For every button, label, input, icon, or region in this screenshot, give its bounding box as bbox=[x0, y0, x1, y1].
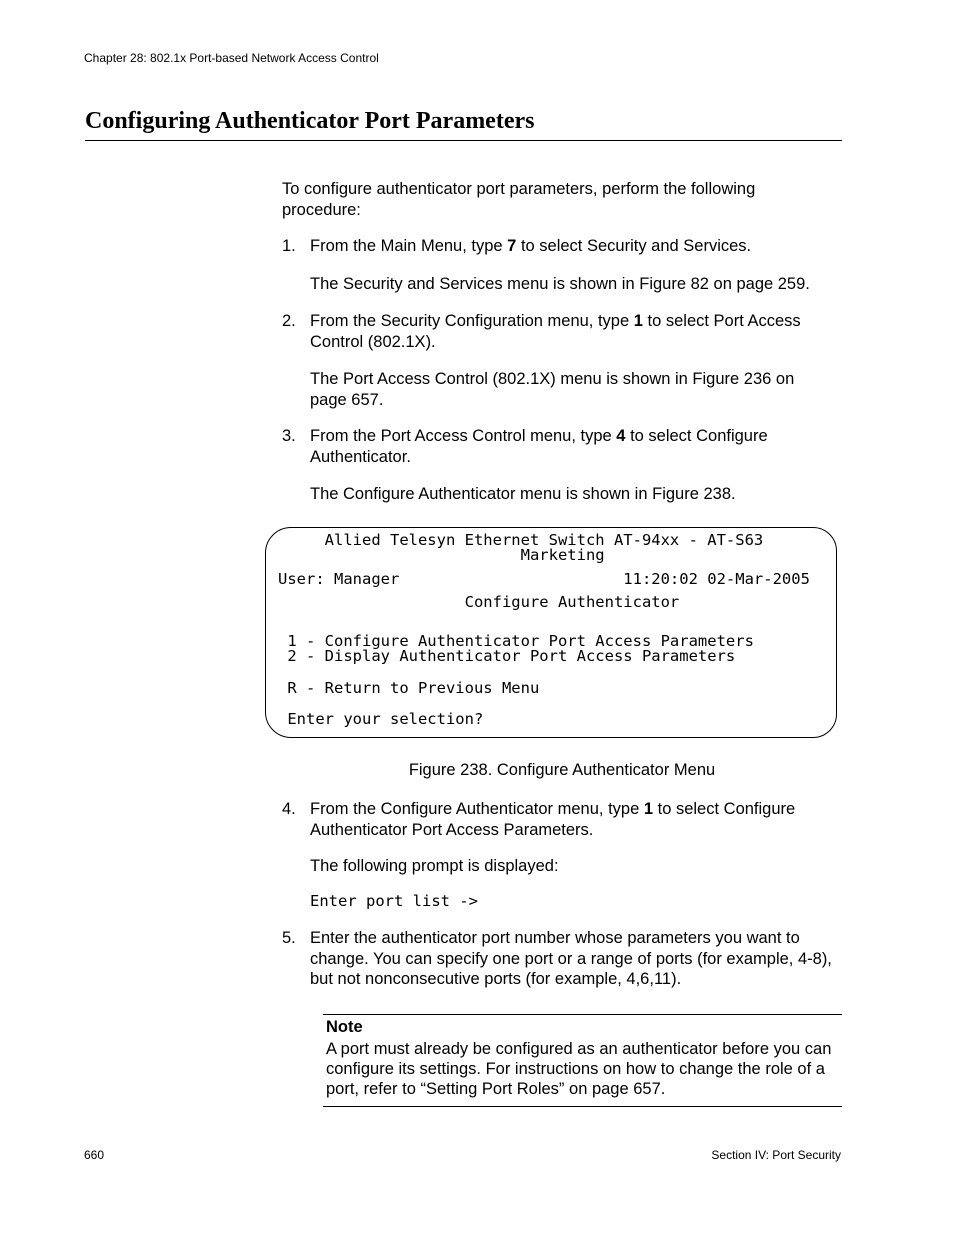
step-3-result: The Configure Authenticator menu is shown in Figure 238. bbox=[310, 485, 736, 503]
menu-key: 1 bbox=[633, 312, 643, 330]
terminal-user-time: User: Manager 11:20:02 02-Mar-2005 bbox=[278, 570, 810, 588]
menu-key: 4 bbox=[616, 427, 626, 445]
intro-paragraph: To configure authenticator port parameters, perform the following procedure: bbox=[282, 180, 756, 219]
step-number: 3. bbox=[282, 427, 296, 445]
step-text: From the Configure Authenticator menu, type 1 to select Configure Authenticator Port Access Parameters. bbox=[310, 800, 796, 839]
step-number: 1. bbox=[282, 237, 296, 255]
menu-key: 7 bbox=[507, 237, 517, 255]
step-1-result: The Security and Services menu is shown in Figure 82 on page 259. bbox=[310, 275, 810, 293]
note-box bbox=[323, 1014, 842, 1107]
step-number: 5. bbox=[282, 929, 296, 947]
step-number: 2. bbox=[282, 312, 296, 330]
terminal-selection-prompt: Enter your selection? bbox=[278, 710, 484, 728]
step-text: From the Main Menu, type 7 to select Security and Services. bbox=[310, 237, 752, 255]
step-number: 4. bbox=[282, 800, 296, 818]
terminal-screen bbox=[265, 527, 837, 738]
note-title: Note bbox=[326, 1018, 363, 1036]
running-header: Chapter 28: 802.1x Port-based Network Access Control bbox=[84, 51, 379, 65]
title-rule bbox=[85, 140, 842, 141]
step-2-result: The Port Access Control (802.1X) menu is shown in Figure 236 on page 657. bbox=[310, 370, 795, 409]
figure-caption: Figure 238. Configure Authenticator Menu bbox=[408, 761, 716, 779]
terminal-system-name: Marketing bbox=[278, 546, 605, 564]
step-text: From the Security Configuration menu, type 1 to select Port Access Control (802.1X). bbox=[310, 312, 801, 351]
note-body: A port must already be configured as an authenticator before you can configure its settings. For instructions on how to change the role of a port, refer to “Setting Port Roles” on page 657. bbox=[326, 1040, 832, 1098]
port-list-prompt: Enter port list -> bbox=[310, 892, 478, 910]
menu-key: 1 bbox=[643, 800, 654, 818]
terminal-option-return: R - Return to Previous Menu bbox=[278, 679, 540, 697]
page-number: 660 bbox=[84, 1148, 105, 1162]
step-text: From the Port Access Control menu, type 4 to select Configure Authenticator. bbox=[310, 427, 768, 466]
terminal-menu-title: Configure Authenticator bbox=[278, 593, 680, 611]
page-title: Configuring Authenticator Port Parameters bbox=[85, 108, 535, 134]
terminal-product-line: Allied Telesyn Ethernet Switch AT-94xx - AT-S63 bbox=[278, 531, 764, 549]
section-footer: Section IV: Port Security bbox=[711, 1148, 841, 1162]
step-4-result: The following prompt is displayed: bbox=[310, 857, 559, 875]
terminal-option-2: 2 - Display Authenticator Port Access Parameters bbox=[278, 647, 736, 665]
terminal-option-1: 1 - Configure Authenticator Port Access Parameters bbox=[278, 632, 754, 650]
step-text: Enter the authenticator port number whose parameters you want to change. You can specify one port or a range of ports (for example, 4-8), but not nonconsecutive ports (for example, 4,6,11). bbox=[310, 929, 832, 988]
